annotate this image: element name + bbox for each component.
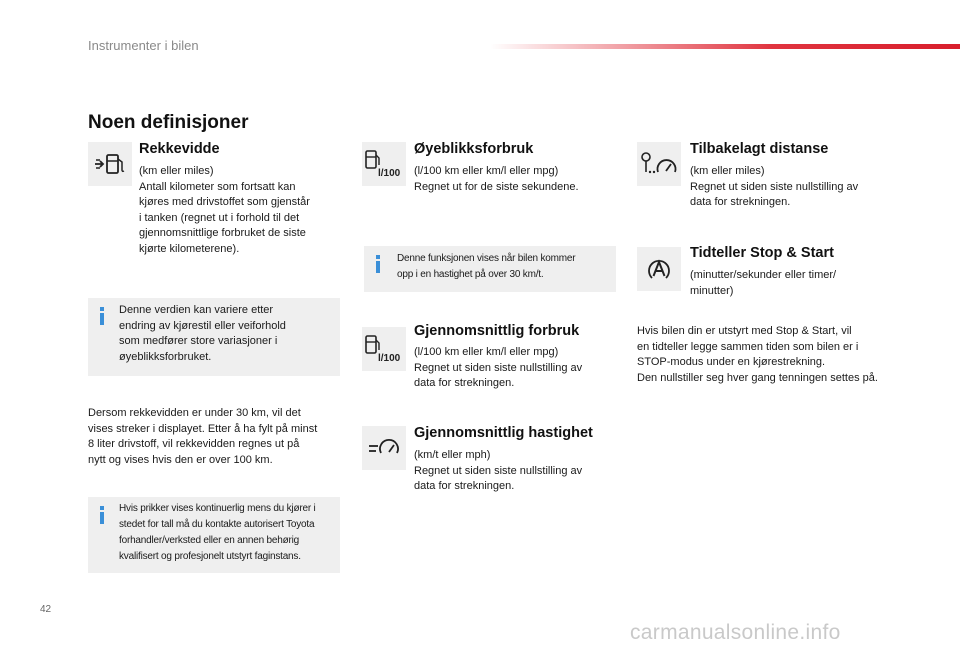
stop-start-paragraph: Hvis bilen din er utstyrt med Stop & Start, vil en tidteller legge sammen tiden som bilen er i STOP-modus under en kjørestrekning. Den nullstiller seg hver gang tenningen settes på. [637,325,878,384]
instant-consumption-icon [362,142,406,186]
instant-consumption-description: (l/100 km eller km/l eller mpg) Regnet ut for de siste sekundene. [414,165,579,193]
fuel-range-icon [88,142,132,186]
range-paragraph: Dersom rekkevidden er under 30 km, vil det vises streker i displayet. Etter å ha fylt på minst 8 liter drivstoff, vil rekkevidden regnes ut på nytt og vises hvis den er over 100 km. [88,407,318,466]
info-icon [376,255,380,259]
range-title: Rekkevidde [139,141,220,157]
distance-description: (km eller miles) Regnet ut siden siste nullstilling av data for strekningen. [690,165,859,208]
stop-start-icon [637,247,681,291]
info-icon [100,307,104,311]
header-accent-bar [490,44,960,49]
info-icon [100,506,104,510]
dots-info-note: Hvis prikker vises kontinuerlig mens du kjører i stedet for tall må du kontakte autorisert Toyota forhandler/verksted eller en annen behørig kvalifisert og profesjonelt utstyrt faginstans. [88,497,340,573]
instant-consumption-title: Øyeblikksforbruk [414,141,534,157]
stop-start-title: Tidteller Stop & Start [690,245,834,261]
chapter-title: Instrumenter i bilen [88,38,199,53]
average-speed-description: (km/t eller mph) Regnet ut siden siste nullstilling av data for strekningen. [414,449,583,492]
svg-text:l/100: l/100 [378,168,401,179]
range-description: (km eller miles) Antall kilometer som fortsatt kan kjøres med drivstoffet som gjenstår i tanken (regnet ut i forhold til det gjennomsnittlige forbruket de siste kjørte kilometerene). [139,165,310,255]
watermark: carmanualsonline.info [630,621,841,644]
distance-title: Tilbakelagt distanse [690,141,829,157]
page-number: 42 [40,604,52,615]
average-consumption-title: Gjennomsnittlig forbruk [414,323,580,339]
range-info-note: Denne verdien kan variere etter endring av kjørestil eller veiforhold som medfører store variasjoner i øyeblikksforbruket. [88,298,340,376]
instant-info-note: Denne funksjonen vises når bilen kommer opp i en hastighet på over 30 km/t. [364,246,616,292]
average-speed-icon [362,426,406,470]
average-consumption-description: (l/100 km eller km/l eller mpg) Regnet ut siden siste nullstilling av data for strekningen. [414,346,583,389]
distance-travelled-icon [637,142,681,186]
stop-start-description: (minutter/sekunder eller timer/ minutter) [690,269,837,297]
average-speed-title: Gjennomsnittlig hastighet [414,425,593,441]
page-title: Noen definisjoner [88,112,249,133]
svg-text:l/100: l/100 [378,353,401,364]
average-consumption-icon [362,327,406,371]
